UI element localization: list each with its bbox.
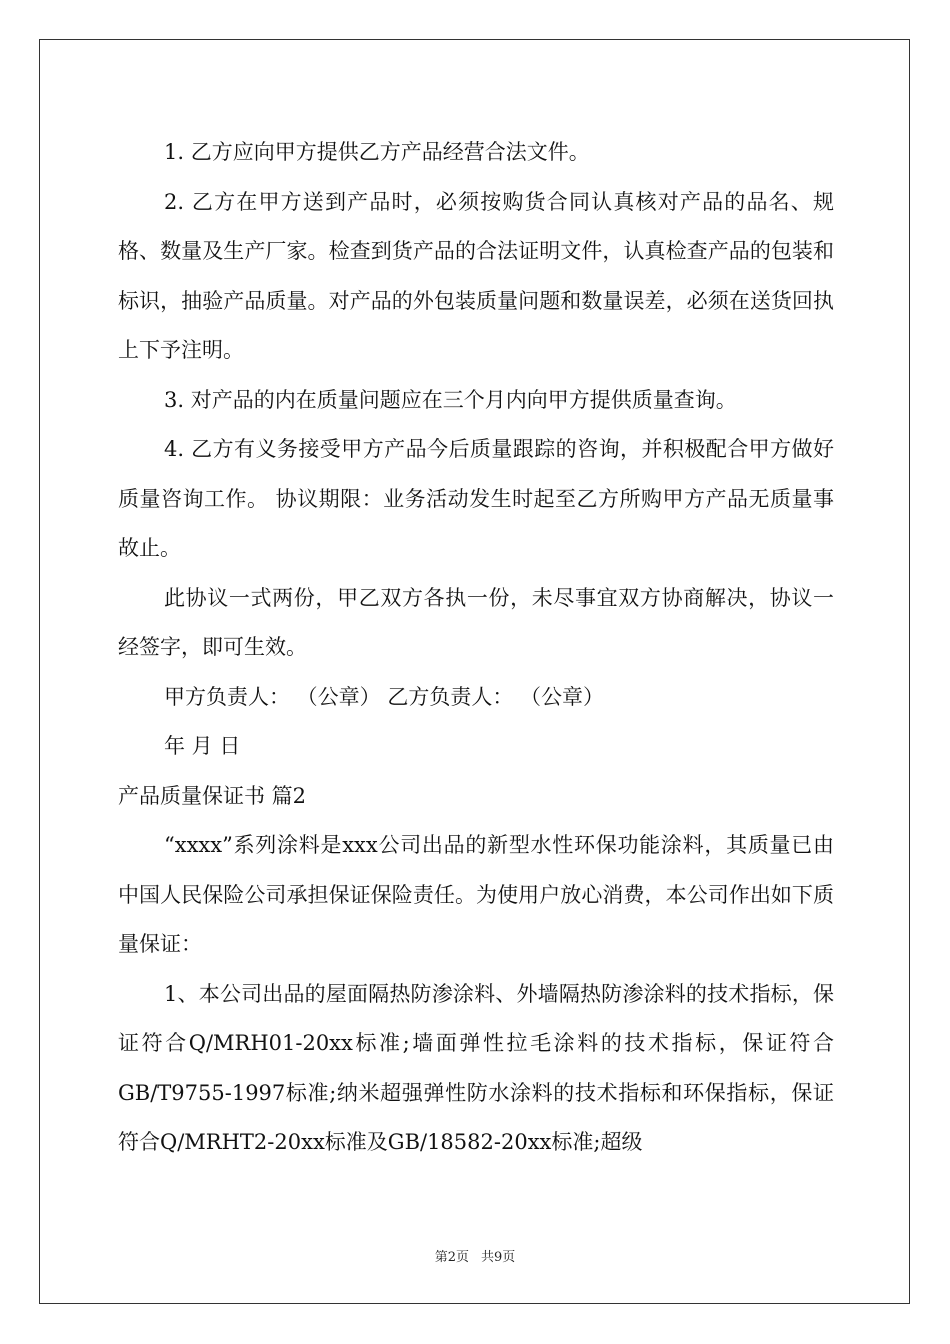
paragraph-item-2: 2. 乙方在甲方送到产品时，必须按购货合同认真核对产品的品名、规格、数量及生产厂家。检查到货产品的合法证明文件，认真检查产品的包装和标识，抽验产品质量。对产品的外包装质量问题和数量误差，必须在送货回执上下予注明。 [118, 189, 834, 362]
paragraph-clause-1: 1、本公司出品的屋面隔热防渗涂料、外墙隔热防渗涂料的技术指标，保证符合Q/MRH01-20xx标准;墙面弹性拉毛涂料的技术指标，保证符合GB/T9755-1997标准;纳米超强弹性防水涂料的技术指标和环保指标，保证符合Q/MRHT2-20xx标准及GB/18582-20xx标准;超级 [118, 981, 834, 1154]
page-total: 共9页 [481, 1250, 516, 1265]
signature-line: 甲方负责人： （公章） 乙方负责人： （公章） [164, 684, 605, 709]
paragraph-item-1: 1. 乙方应向甲方提供乙方产品经营合法文件。 [164, 140, 590, 164]
paragraph-intro: “xxxx”系列涂料是xxx公司出品的新型水性环保功能涂料，其质量已由中国人民保险公司承担保证保险责任。为使用户放心消费，本公司作出如下质量保证： [118, 833, 834, 956]
paragraph-copies: 此协议一式两份，甲乙双方各执一份，未尽事宜双方协商解决，协议一经签字，即可生效。 [118, 585, 834, 659]
page-number: 第2页 [434, 1250, 469, 1265]
document-body [118, 128, 834, 1168]
page-footer [0, 1246, 950, 1265]
section-title: 产品质量保证书 篇2 [118, 783, 307, 808]
date-line: 年 月 日 [164, 734, 241, 758]
paragraph-item-4: 4. 乙方有义务接受甲方产品今后质量跟踪的咨询，并积极配合甲方做好质量咨询工作。 协议期限：业务活动发生时起至乙方所购甲方产品无质量事故止。 [118, 437, 834, 560]
paragraph-item-3: 3. 对产品的内在质量问题应在三个月内向甲方提供质量查询。 [164, 387, 737, 412]
